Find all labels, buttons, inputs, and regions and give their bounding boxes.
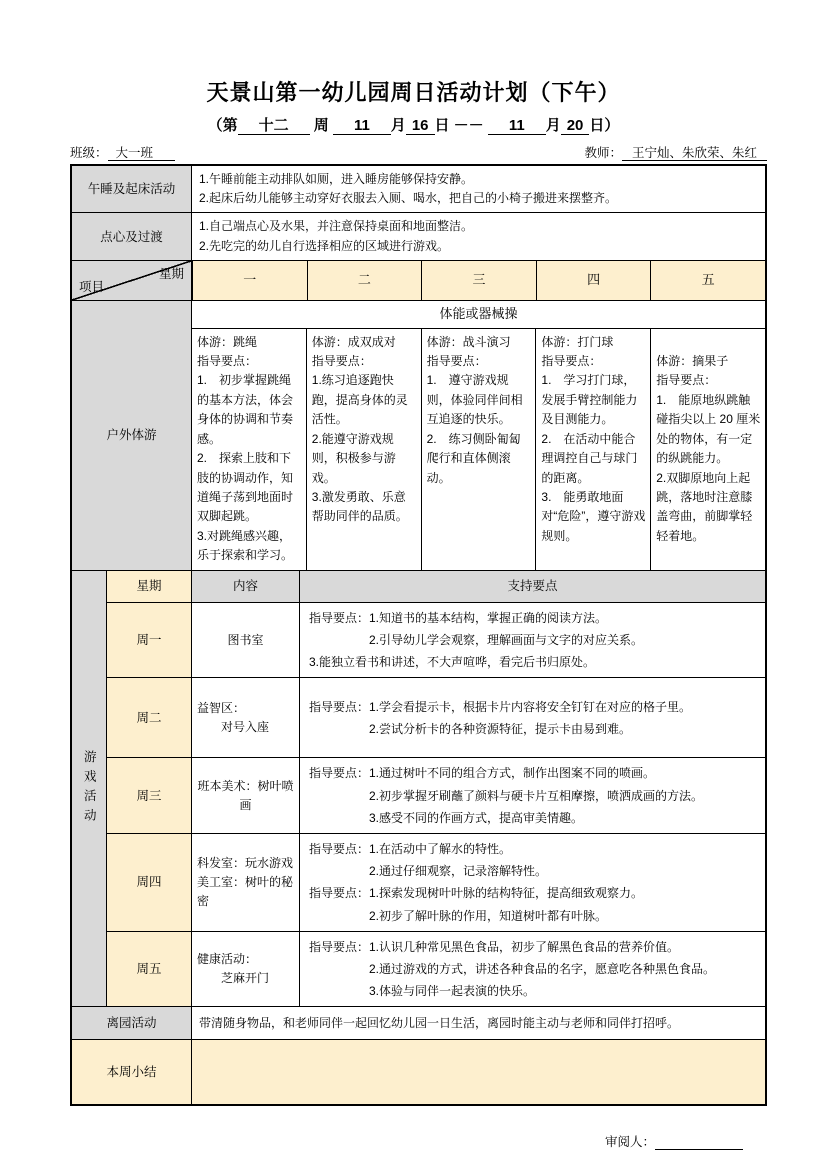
text-line: 1. 能原地纵跳触碰指尖以上 20 厘米处的物体，有一定的纵跳能力。 (656, 392, 761, 466)
text-line: 2.先吃完的幼儿自行选择相应的区域进行游戏。 (199, 238, 450, 253)
text-line: 1.自己端点心及水果，并注意保持桌面和地面整洁。 (199, 219, 474, 234)
outdoor-day-columns (192, 329, 765, 570)
games-row-fri (107, 931, 765, 1007)
points-list (656, 391, 761, 547)
corner-item-label: 项目 (79, 279, 105, 294)
outdoor-thu-cell (535, 329, 650, 570)
class-field (70, 143, 175, 161)
week-number-field: 十二 (238, 117, 310, 135)
fitness-banner: 体能或器械操 (192, 301, 765, 329)
text-line: 2.能遵守游戏规则，积极参与游戏。 (311, 431, 396, 485)
points-label: 指导要点： (426, 353, 487, 368)
weekday-header-mon: 一 (192, 261, 307, 300)
outdoor-wed-cell (421, 329, 536, 570)
text-line: 3.体验与同伴一起表演的快乐。 (309, 984, 536, 999)
text-line: 3. 能勇敢地面对“危险”，遵守游戏规则。 (541, 490, 646, 543)
games-day-label: 周二 (107, 678, 192, 757)
text-line: 1. 学习打门球，发展手臂控制能力及目测能力。 (541, 373, 638, 427)
teacher-value: 王宁灿、朱欣荣、朱红 (622, 146, 767, 161)
games-row-mon (107, 602, 765, 678)
games-content-cell (192, 834, 300, 931)
text-line: 2.引导幼儿学会观察，理解画面与文字的对应关系。 (309, 633, 644, 648)
subtitle-text: 月 (545, 117, 561, 134)
weekday-header-wed: 三 (421, 261, 536, 300)
text-line: 指导要点：1.通过树叶不同的组合方式，制作出图案不同的喷画。 (309, 766, 656, 781)
text-line: 指导要点：1.认识几种常见黑色食品，初步了解黑色食品的营养价值。 (309, 939, 680, 954)
text-line: 指导要点：1.探索发现树叶叶脉的结构特征，提高细致观察力。 (309, 886, 644, 901)
summary-row-label: 本周小结 (72, 1040, 192, 1104)
games-content-cell (192, 678, 300, 757)
games-vertical-text: 游戏活动 (82, 749, 97, 828)
games-support-cell (300, 678, 765, 757)
summary-row (72, 1039, 765, 1104)
activity-title: 体游：战斗演习 (426, 334, 511, 349)
reviewer-line (70, 1132, 767, 1150)
leave-row-label: 离园活动 (72, 1007, 192, 1039)
outdoor-play-section (72, 300, 765, 570)
games-header-content: 内容 (192, 571, 300, 602)
games-support-cell (300, 603, 765, 678)
games-row-tue (107, 677, 765, 757)
text-line: 图书室 (227, 632, 264, 647)
text-line: 2.双脚原地向上起跳，落地时注意膝盖弯曲，前脚掌轻轻着地。 (656, 470, 753, 543)
text-line: 芝麻开门 (197, 971, 270, 986)
week-date-range (0, 114, 827, 135)
snack-row-content (192, 213, 765, 259)
outdoor-play-label: 户外体游 (72, 301, 192, 570)
weekday-header-thu: 四 (536, 261, 651, 300)
weekday-header-tue: 二 (307, 261, 422, 300)
weekday-header-fri: 五 (650, 261, 765, 300)
weekly-plan-table (70, 164, 767, 1106)
diagonal-corner-cell (72, 261, 192, 300)
text-line: 指导要点：1.知道书的基本结构，掌握正确的阅读方法。 (309, 610, 608, 625)
text-line: 2.通过游戏的方式，讲述各种食品的名字，愿意吃各种黑色食品。 (309, 961, 716, 976)
games-support-cell (300, 932, 765, 1007)
games-day-label: 周三 (107, 758, 192, 833)
activity-title: 体游：摘果子 (656, 353, 729, 368)
text-line: 指导要点：1.学会看提示卡，根据卡片内容将安全钉钉在对应的格子里。 (309, 699, 692, 714)
weekday-header-row (72, 260, 765, 300)
text-line: 3.对跳绳感兴趣，乐于探索和学习。 (197, 528, 294, 563)
class-label: 班级： (70, 146, 108, 160)
games-content-cell (192, 603, 300, 678)
start-day-field: 16 (406, 117, 435, 135)
games-content-cell (192, 932, 300, 1007)
subtitle-text: 周 (309, 117, 333, 134)
text-line: 1.练习追逐跑快跑，提高身体的灵活性。 (311, 373, 408, 427)
text-line: 1. 遵守游戏规则，体验同伴间相互追逐的快乐。 (426, 373, 523, 427)
activity-title: 体游：成双成对 (311, 334, 396, 349)
outdoor-fri-cell (650, 329, 765, 570)
end-month-field: 11 (488, 117, 546, 135)
points-list (197, 371, 302, 565)
points-list (427, 371, 532, 488)
reviewer-signature-blank (655, 1137, 743, 1150)
games-header-support: 支持要点 (300, 571, 765, 602)
text-line: 2.初步了解叶脉的作用，知道树叶都有叶脉。 (309, 908, 608, 923)
nap-row-label: 午睡及起床活动 (72, 166, 192, 212)
activity-title: 体游：跳绳 (197, 334, 258, 349)
text-line: 科发室：玩水游戏 (197, 855, 294, 870)
text-line: 指导要点：1.在活动中了解水的特性。 (309, 842, 512, 857)
text-line: 2.尝试分析卡的各种资源特征，提示卡由易到难。 (309, 721, 632, 736)
text-line: 益智区： (197, 700, 246, 715)
text-line: 2.起床后幼儿能够主动穿好衣服去入厕、喝水，把自己的小椅子搬进来摆整齐。 (199, 191, 618, 206)
subtitle-text: （第 (207, 117, 238, 134)
points-label: 指导要点： (311, 353, 372, 368)
text-line: 3.激发勇敢、乐意帮助同伴的品质。 (311, 490, 408, 524)
games-day-label: 周五 (107, 932, 192, 1007)
end-day-field: 20 (561, 117, 590, 135)
games-day-label: 周四 (107, 834, 192, 931)
points-label: 指导要点： (656, 373, 717, 388)
subtitle-text: 日 －－ (434, 117, 488, 134)
outdoor-play-content (192, 301, 765, 570)
teacher-field (584, 143, 767, 161)
text-line: 班本美术：树叶喷画 (197, 778, 294, 812)
text-line: 1.午睡前能主动排队如厕，进入睡房能够保持安静。 (199, 172, 474, 186)
games-support-cell (300, 758, 765, 833)
snack-row (72, 212, 765, 259)
points-label: 指导要点： (541, 353, 602, 368)
games-section-label (72, 571, 107, 1007)
outdoor-tue-cell (306, 329, 421, 570)
points-label: 指导要点： (197, 353, 258, 368)
games-table (107, 571, 765, 1007)
games-section (72, 570, 765, 1007)
text-line: 2.通过仔细观察，记录溶解特性。 (309, 864, 548, 879)
text-line: 2. 在活动中能合理调控自己与球门的距离。 (541, 431, 638, 485)
page-title: 天景山第一幼儿园周日活动计划（下午） (206, 80, 621, 105)
teacher-label: 教师： (584, 146, 622, 160)
text-line: 健康活动： (197, 951, 258, 966)
text-line: 2. 探索上肢和下肢的协调动作，知道绳子荡到地面时双脚起跳。 (197, 451, 294, 524)
outdoor-mon-cell (192, 329, 306, 570)
leave-text: 带清随身物品，和老师同伴一起回忆幼儿园一日生活，离园时能主动与老师和同伴打招呼。 (199, 1015, 680, 1030)
games-row-wed (107, 757, 765, 833)
games-header-week: 星期 (107, 571, 192, 602)
reviewer-label: 审阅人： (604, 1135, 655, 1150)
meta-row (70, 143, 767, 161)
text-line: 2.初步掌握牙刷蘸了颜料与硬卡片互相摩擦，喷洒成画的方法。 (309, 788, 704, 803)
leave-row (72, 1006, 765, 1039)
nap-row (72, 166, 765, 212)
activity-title: 体游：打门球 (541, 334, 614, 349)
text-line: 美工室：树叶的秘密 (197, 874, 294, 909)
points-list (541, 371, 646, 546)
games-day-label: 周一 (107, 603, 192, 678)
text-line: 3.能独立看书和讲述，不大声喧哗，看完后书归原处。 (309, 655, 596, 670)
text-line: 对号入座 (197, 719, 270, 734)
games-header-row (107, 571, 765, 602)
class-value: 大一班 (108, 146, 176, 161)
points-list (312, 371, 417, 527)
games-row-thu (107, 833, 765, 931)
games-content-cell (192, 758, 300, 833)
snack-row-label: 点心及过渡 (72, 213, 192, 259)
text-line: 2. 练习侧卧匍匐爬行和直体侧滚动。 (426, 431, 521, 485)
leave-row-content (192, 1007, 765, 1039)
games-support-cell (300, 834, 765, 931)
start-month-field: 11 (333, 117, 391, 135)
subtitle-text: 日） (589, 117, 620, 134)
subtitle-text: 月 (390, 117, 406, 134)
text-line: 1. 初步掌握跳绳的基本方法，体会身体的协调和节奏感。 (197, 373, 294, 446)
corner-week-label: 星期 (158, 266, 184, 281)
nap-row-content (192, 166, 765, 212)
summary-row-content (192, 1040, 765, 1104)
text-line: 3.感受不同的作画方式，提高审美情趣。 (309, 810, 584, 825)
